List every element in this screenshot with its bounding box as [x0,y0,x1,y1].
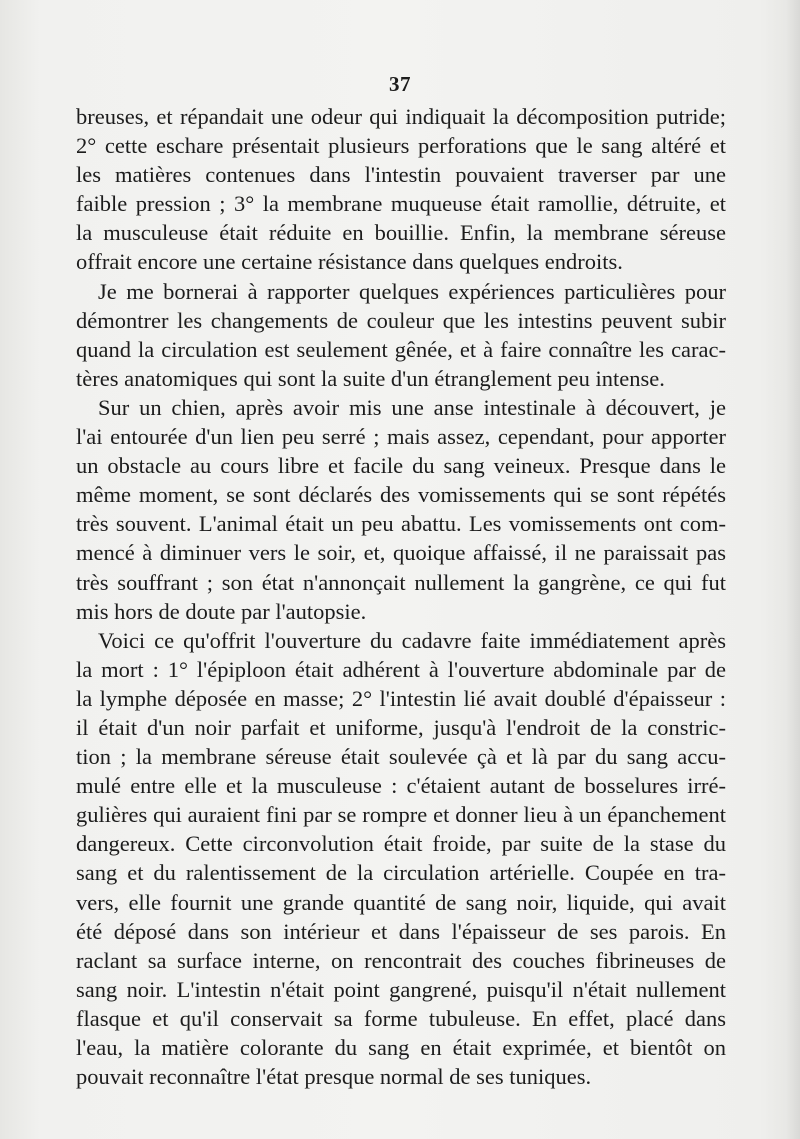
text-line: l'ai entourée d'un lien peu serré ; mais assez, cependant, pour apporter [76,424,726,450]
text-line: Voici ce qu'offrit l'ouverture du cadavre faite immédiatement après [98,627,726,653]
text-line: flasque et qu'il conservait sa forme tubuleuse. En effet, placé dans [76,1005,726,1031]
page-number: 37 [389,72,411,96]
text-line: dangereux. Cette circonvolution était froide, par suite de la stase du [76,831,726,857]
text-line: Je me bornerai à rapporter quelques expériences particulières pour [98,278,726,304]
text-line: tion ; la membrane séreuse était soulevée çà et là par du sang accu- [76,744,726,770]
text-line: mencé à diminuer vers le soir, et, quoique affaissé, il ne paraissait pas [76,540,726,566]
text-line: gulières qui auraient fini par se rompre et donner lieu à un épanchement [76,802,726,828]
text-line: offrait encore une certaine résistance dans quelques endroits. [76,249,623,275]
text-line: l'eau, la matière colorante du sang en était exprimée, et bientôt on [76,1035,726,1060]
text-line: sang noir. L'intestin n'était point gangrené, puisqu'il n'était nullement [76,976,726,1002]
text-line: 2° cette eschare présentait plusieurs perforations que le sang altéré et [76,133,726,159]
text-line: même moment, se sont déclarés des vomissements qui se sont répétés [76,482,726,508]
text-line: vers, elle fournit une grande quantité de sang noir, liquide, qui avait [76,889,726,915]
text-line: très souvent. L'animal était un peu abattu. Les vomissements ont com- [76,511,726,537]
text-line: la lymphe déposée en masse; 2° l'intestin lié avait doublé d'épaisseur : [76,685,726,711]
text-line: très souffrant ; son état n'annonçait nullement la gangrène, ce qui fut [76,569,726,595]
page-edge-shadow [786,0,800,1139]
text-line: mis hors de doute par l'autopsie. [76,598,367,624]
text-line: démontrer les changements de couleur que les intestins peuvent subir [76,307,726,333]
text-line: tères anatomiques qui sont la suite d'un étranglement peu intense. [76,365,665,391]
text-line: les matières contenues dans l'intestin pouvaient traverser par une [76,162,726,188]
text-line: sang et du ralentissement de la circulation artérielle. Coupée en tra- [76,860,726,886]
text-line: il était d'un noir parfait et uniforme, jusqu'à l'endroit de la constric- [76,714,726,740]
body-text [76,102,726,1091]
text-line: Sur un chien, après avoir mis une anse intestinale à découvert, je [98,394,726,420]
text-line: un obstacle au cours libre et facile du sang veineux. Presque dans le [76,453,726,479]
text-line: faible pression ; 3° la membrane muqueuse était ramollie, détruite, et [76,191,726,217]
text-line: quand la circulation est seulement gênée, et à faire connaître les carac- [76,336,726,362]
text-line: mulé entre elle et la musculeuse : c'étaient autant de bosselures irré- [76,773,726,799]
text-line: breuses, et répandait une odeur qui indiquait la décomposition putride; [76,104,726,129]
text-line: la musculeuse était réduite en bouillie. Enfin, la membrane séreuse [76,220,726,246]
text-line: raclant sa surface interne, on rencontrait des couches fibrineuses de [76,947,726,973]
text-line: la mort : 1° l'épiploon était adhérent à l'ouverture abdominale par de [76,656,726,682]
text-line: pouvait reconnaître l'état presque normal de ses tuniques. [76,1064,592,1090]
text-line: été déposé dans son intérieur et dans l'épaisseur de ses parois. En [76,918,726,944]
